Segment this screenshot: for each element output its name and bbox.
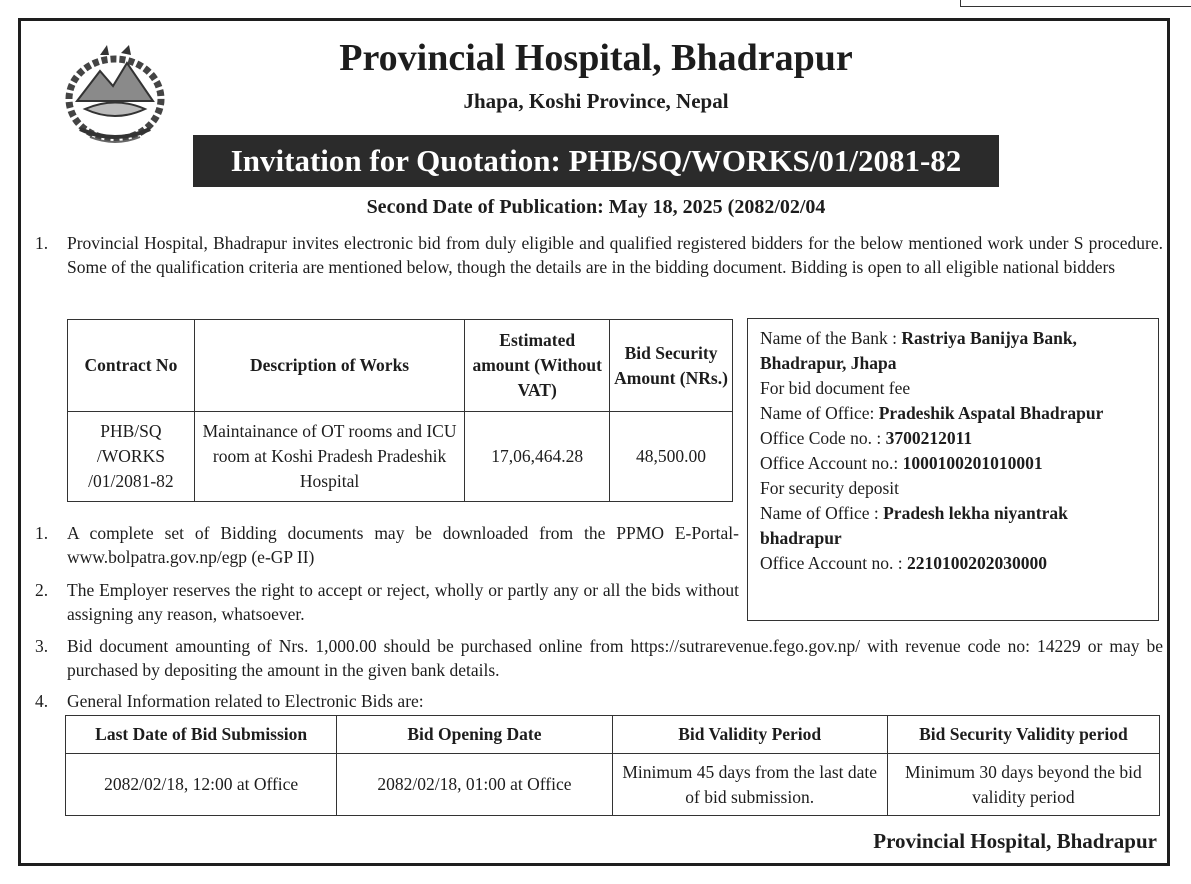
bank-label: Name of the Bank : [760,328,898,348]
point-1 [35,521,739,569]
cell-last-date: 2082/02/18, 12:00 at Office [66,754,337,816]
office-value: Pradeshik Aspatal Bhadrapur [878,403,1104,423]
account-value: 1000100201010001 [902,453,1043,473]
works-table [67,319,733,502]
bank-value: Rastriya Banijya Bank, Bhadrapur, Jhapa [760,328,1077,373]
footer-signature: Provincial Hospital, Bhadrapur [873,829,1157,853]
header-last-date: Last Date of Bid Submission [66,716,337,754]
works-table-header-row [68,320,733,412]
point-number: 4. [35,691,49,711]
header-security: Bid Security Amount (NRs.) [610,320,733,412]
account-label: Office Account no.: [760,453,899,473]
point-text: Bid document amounting of Nrs. 1,000.00 should be purchased online from https://sutrarevenue.fego.gov.np/ with revenue code no: 14229 or may be purchased by depositing the amount in the given bank details. [67,636,1163,680]
bid-info-table [65,715,1160,816]
intro-paragraph [35,231,1163,279]
deposit-heading: For security deposit [760,478,900,498]
header-description: Description of Works [194,320,464,412]
hospital-title: Provincial Hospital, Bhadrapur [339,37,853,79]
code-label: Office Code no. : [760,428,882,448]
office-label: Name of Office: [760,403,875,423]
bid-info-header-row [66,716,1160,754]
point-text: A complete set of Bidding documents may be downloaded from the PPMO E-Portal-www.bolpatra.gov.np/egp (e-GP II) [67,523,739,567]
office-account-line [760,451,1146,476]
invitation-banner: Invitation for Quotation: PHB/SQ/WORKS/01/2081-82 [193,135,999,187]
cell-contract-no: PHB/SQ /WORKS /01/2081-82 [68,412,195,502]
cell-estimated: 17,06,464.28 [465,412,610,502]
header-opening-date: Bid Opening Date [337,716,612,754]
point-number: 3. [35,636,49,656]
header-contract-no: Contract No [68,320,195,412]
cell-opening-date: 2082/02/18, 01:00 at Office [337,754,612,816]
office2-line [760,501,1146,551]
notice-frame [18,18,1170,866]
office-code-line [760,426,1146,451]
table-row [68,412,733,502]
table-row [66,754,1160,816]
point-2 [35,578,739,626]
cell-security: 48,500.00 [610,412,733,502]
header-estimated: Estimated amount (Without VAT) [465,320,610,412]
header-validity: Bid Validity Period [612,716,887,754]
account2-label: Office Account no. : [760,553,903,573]
intro-text: Provincial Hospital, Bhadrapur invites electronic bid from duly eligible and qualified registered bidders for the below mentioned work under S procedure. Some of the qualification criteria are mentioned below, though the details are in the bidding document. Bidding is open to all eligible national bidders [67,233,1163,277]
bank-name-line [760,326,1146,376]
header-security-validity: Bid Security Validity period [887,716,1159,754]
fee-heading: For bid document fee [760,378,911,398]
publication-date: Second Date of Publication: May 18, 2025 (2082/02/04 [366,196,826,218]
bank-details-box [747,318,1159,621]
point-text: General Information related to Electronic Bids are: [67,691,424,711]
point-4 [35,689,1163,713]
intro-number: 1. [35,233,49,253]
point-3 [35,634,1163,682]
corner-decoration [960,0,1191,7]
office2-label: Name of Office : [760,503,879,523]
cell-security-validity: Minimum 30 days beyond the bid validity period [887,754,1159,816]
office2-value: Pradesh lekha niyantrak bhadrapur [760,503,1068,548]
office2-account-line [760,551,1146,576]
cell-description: Maintainance of OT rooms and ICU room at Koshi Pradesh Pradeshik Hospital [194,412,464,502]
point-number: 1. [35,523,49,543]
point-number: 2. [35,580,49,600]
office-line [760,401,1146,426]
code-value: 3700212011 [885,428,973,448]
cell-validity: Minimum 45 days from the last date of bid submission. [612,754,887,816]
location-subtitle: Jhapa, Koshi Province, Nepal [463,89,729,113]
account2-value: 2210100202030000 [906,553,1047,573]
point-text: The Employer reserves the right to accept or reject, wholly or partly any or all the bids without assigning any reason, whatsoever. [67,580,739,624]
